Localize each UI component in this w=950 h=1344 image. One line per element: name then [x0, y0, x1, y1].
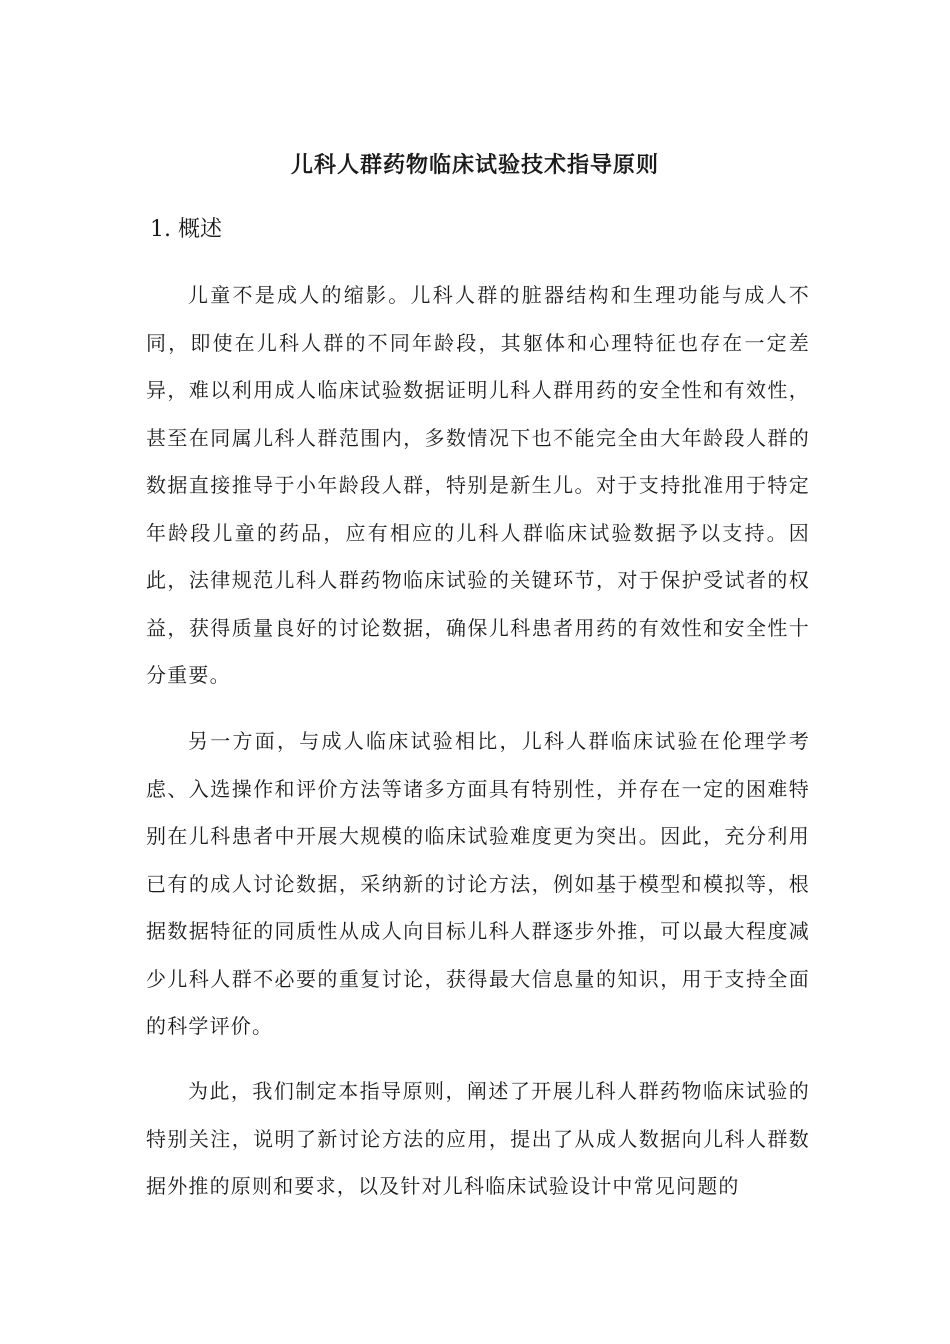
paragraph-3: 为此，我们制定本指导原则，阐述了开展儿科人群药物临床试验的特别关注，说明了新讨论方法的应用，提出了从成人数据向儿科人群数据外推的原则和要求，以及针对儿科临床试验设计中常见问题的: [146, 1079, 810, 1198]
paragraph-1: 儿童不是成人的缩影。儿科人群的脏器结构和生理功能与成人不同，即使在儿科人群的不同年龄段，其躯体和心理特征也存在一定差异，难以利用成人临床试验数据证明儿科人群用药的安全性和有效性，甚至在同属儿科人群范围内，多数情况下也不能完全由大年龄段人群的数据直接推导于小年龄段人群，特别是新生儿。对于支持批准用于特定年龄段儿童的药品，应有相应的儿科人群临床试验数据予以支持。因此，法律规范儿科人群药物临床试验的关键环节，对于保护受试者的权益，获得质量良好的讨论数据，确保儿科患者用药的有效性和安全性十分重要。: [146, 283, 810, 687]
section-heading-overview: 1. 概述: [150, 217, 222, 242]
paragraph-2: 另一方面，与成人临床试验相比，儿科人群临床试验在伦理学考虑、入选操作和评价方法等诸多方面具有特别性，并存在一定的困难特别在儿科患者中开展大规模的临床试验难度更为突出。因此，充分利用已有的成人讨论数据，采纳新的讨论方法，例如基于模型和模拟等，根据数据特征的同质性从成人向目标儿科人群逐步外推，可以最大程度减少儿科人群不必要的重复讨论，获得最大信息量的知识，用于支持全面的科学评价。: [146, 729, 810, 1038]
document-title: 儿科人群药物临床试验技术指导原则: [290, 152, 659, 178]
